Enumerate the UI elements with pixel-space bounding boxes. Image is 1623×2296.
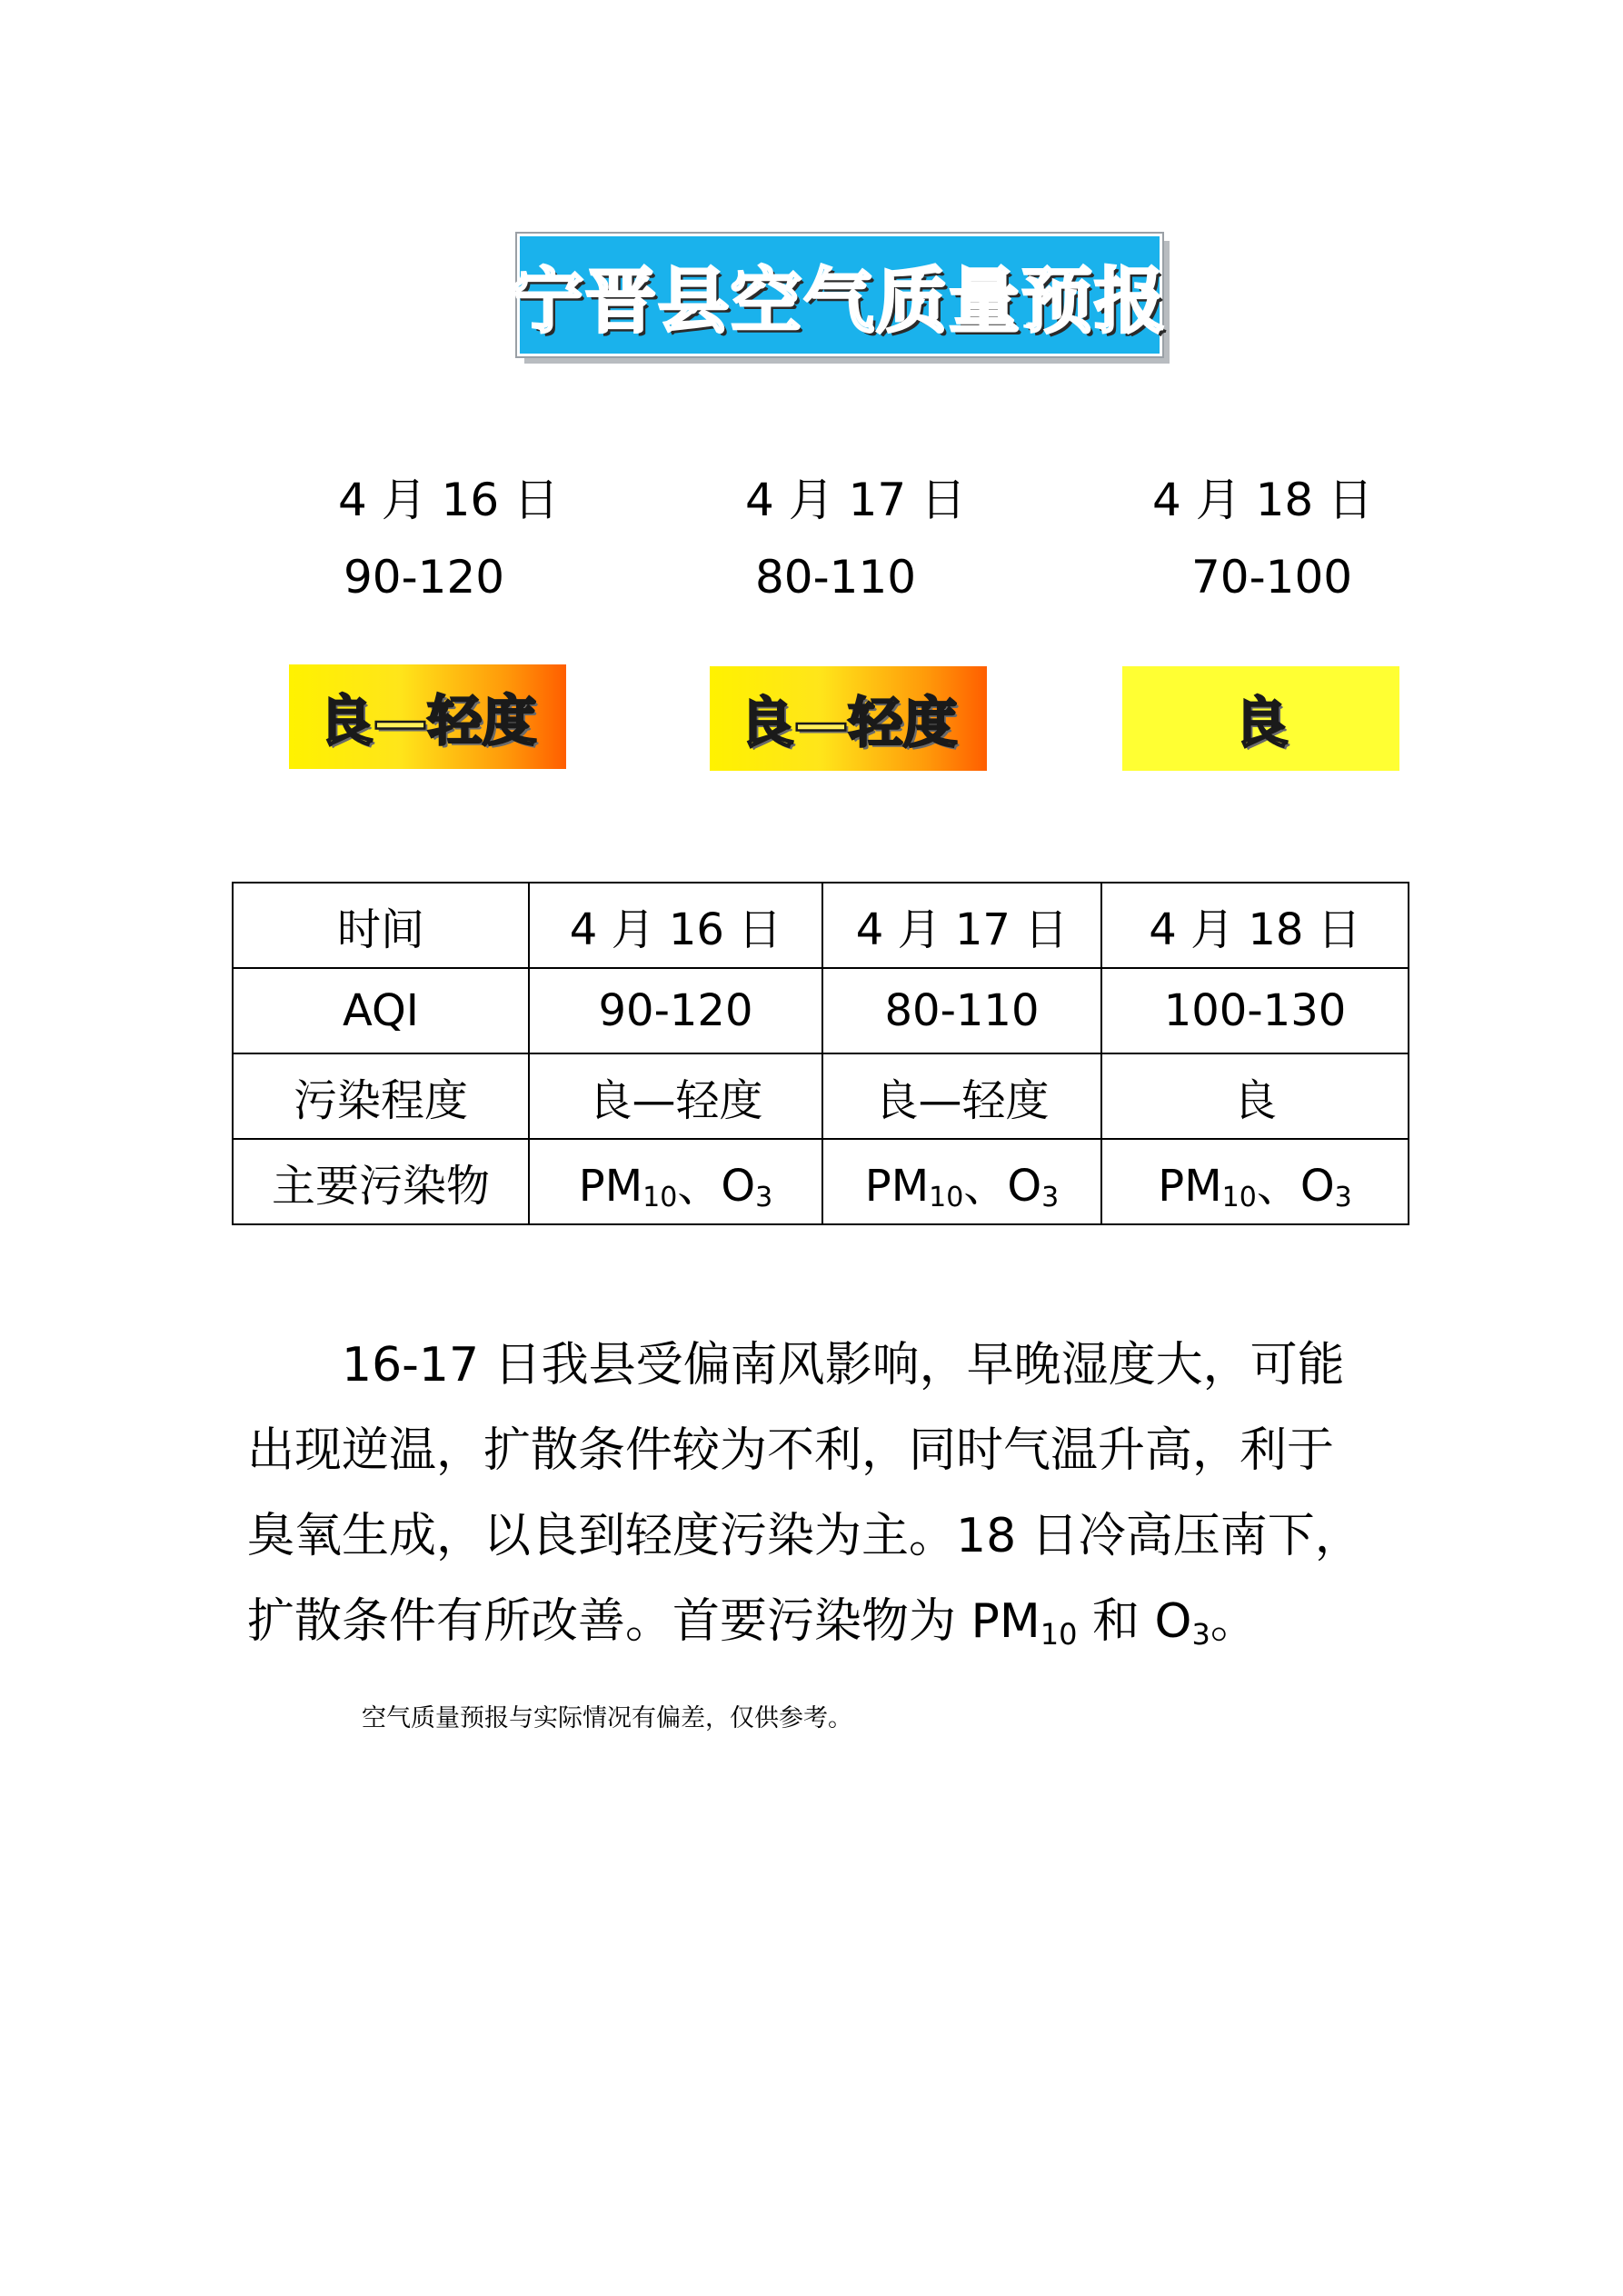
pollutant-o: O (1007, 1160, 1042, 1212)
pollutant-pm-sub: 10 (1221, 1181, 1257, 1213)
level-badge-label: 良—轻度 (318, 689, 537, 754)
level-badge-1 (289, 664, 566, 769)
level-badge-label: 良 (1233, 691, 1289, 755)
table-row-label: 污染程度 (233, 1053, 529, 1139)
pollutant-o-sub: 3 (755, 1181, 773, 1213)
table-cell (529, 1139, 822, 1224)
description-line: 臭氧生成，以良到轻度污染为主。18 日冷高压南下， (247, 1509, 1362, 1563)
table-header-cell: 4 月 16 日 (529, 883, 822, 968)
pollutant-separator: 、 (1256, 1160, 1300, 1212)
table-cell: 90-120 (529, 968, 822, 1053)
description-line (247, 1579, 1401, 1664)
table-header-cell: 4 月 18 日 (1101, 883, 1409, 968)
level-badge-3 (1122, 666, 1399, 771)
pollutant-o-sub: 3 (1334, 1181, 1352, 1213)
title-banner (513, 234, 1168, 356)
level-badge-label: 良—轻度 (739, 691, 958, 755)
pollutant-pm: PM (578, 1160, 643, 1212)
pollutant-separator: 、 (677, 1160, 722, 1212)
description-subscript: 3 (1191, 1617, 1210, 1652)
pollutant-o-sub: 3 (1041, 1181, 1060, 1213)
page-title: 宁晋县空气质量预报 (513, 260, 1168, 343)
pollutant-o: O (721, 1160, 756, 1212)
pollutant-pm-sub: 10 (929, 1181, 964, 1213)
table-cell (1101, 1139, 1409, 1224)
forecast-aqi-3: 70-100 (1191, 551, 1353, 604)
table-row-label: 主要污染物 (233, 1139, 529, 1224)
forecast-aqi-1: 90-120 (344, 551, 505, 604)
forecast-date-2: 4 月 17 日 (745, 474, 967, 526)
table-header-cell: 4 月 17 日 (822, 883, 1101, 968)
table-cell: 良 (1101, 1053, 1409, 1139)
table-row (233, 968, 1409, 1053)
disclaimer-note: 空气质量预报与实际情况有偏差，仅供参考。 (362, 1704, 852, 1732)
description-subscript: 10 (1040, 1617, 1078, 1652)
description-line: 出现逆温，扩散条件较为不利，同时气温升高，利于 (247, 1423, 1335, 1478)
table-row-label: AQI (233, 968, 529, 1053)
table-cell (822, 1139, 1101, 1224)
pollutant-pm: PM (864, 1160, 930, 1212)
table-row (233, 883, 1409, 968)
table-cell: 良—轻度 (529, 1053, 822, 1139)
description-text: 扩散条件有所改善。首要污染物为 PM (247, 1594, 1041, 1649)
level-badge-2 (710, 666, 987, 771)
pollutant-o: O (1299, 1160, 1335, 1212)
table-cell: 100-130 (1101, 968, 1409, 1053)
forecast-description (247, 1323, 1401, 1664)
description-text: 。 (1210, 1594, 1258, 1649)
table-cell: 80-110 (822, 968, 1101, 1053)
table-row (233, 1139, 1409, 1224)
pollutant-pm-sub: 10 (642, 1181, 678, 1213)
table-row (233, 1053, 1409, 1139)
forecast-date-3: 4 月 18 日 (1152, 474, 1374, 526)
forecast-aqi-2: 80-110 (755, 551, 917, 604)
pollutant-separator: 、 (963, 1160, 1008, 1212)
pollutant-pm: PM (1158, 1160, 1222, 1212)
description-line: 16-17 日我县受偏南风影响，早晚湿度大，可能 (342, 1338, 1345, 1393)
table-cell: 良—轻度 (822, 1053, 1101, 1139)
table-header-cell: 时间 (233, 883, 529, 968)
aqi-forecast-table (232, 882, 1409, 1225)
description-text: 和 O (1077, 1594, 1192, 1649)
forecast-date-1: 4 月 16 日 (338, 474, 560, 526)
